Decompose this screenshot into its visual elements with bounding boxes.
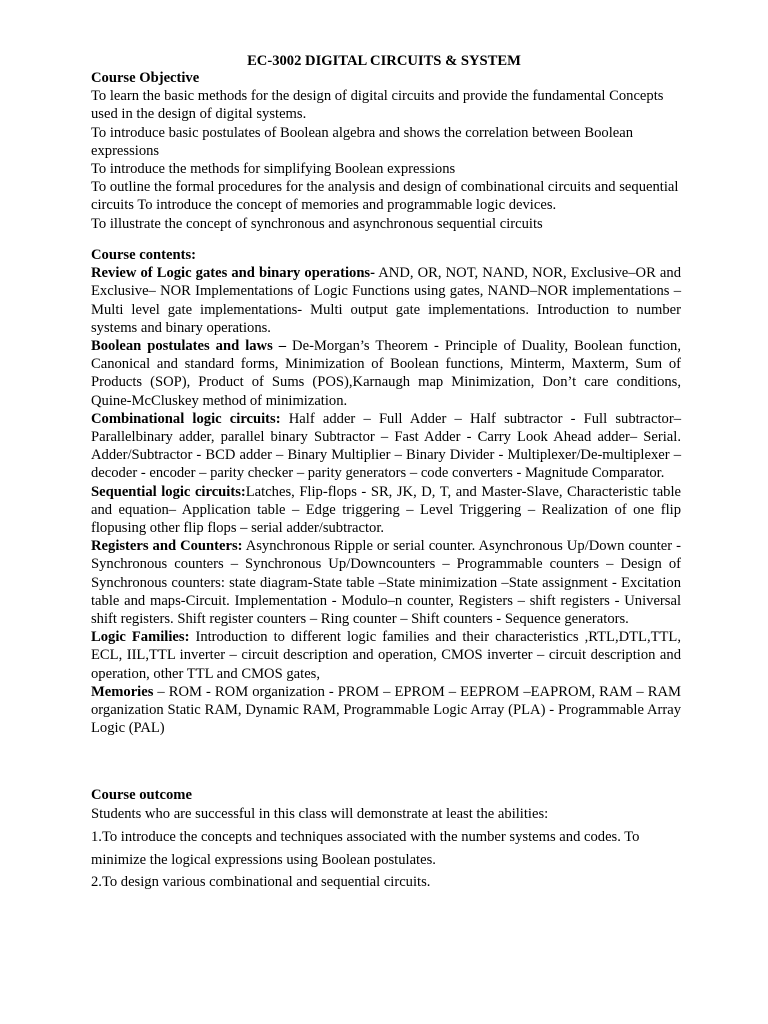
contents-paragraph xyxy=(91,628,681,683)
outcome-heading: Course outcome xyxy=(91,787,192,803)
section-head: Boolean postulates and laws – xyxy=(91,338,287,355)
section-head: Logic Families: xyxy=(91,629,190,646)
section-body: Half adder – Full Adder – Half subtractor - Full subtractor– Parallelbinary adder, parallel binary Subtractor – Fast Adder - Carry Look Ahead adder– Serial. Adder/Subtractor - BCD adder – Binary Multiplier – Binary Divider - Multiplexer/De-multiplexer – decoder - encoder – parity checker – parity generators – code converters - Magnitude Comparator. xyxy=(91,410,681,482)
contents-heading: Course contents: xyxy=(91,247,196,263)
contents-paragraph xyxy=(91,337,681,410)
objective-line: To introduce basic postulates of Boolean algebra and shows the correlation between Boolean expressions xyxy=(91,124,634,159)
section-head: Memories xyxy=(91,683,154,700)
section-head: Registers and Counters: xyxy=(91,538,243,555)
objective-line: To outline the formal procedures for the analysis and design of combinational circuits and sequential circuits To introduce the concept of memories and programmable logic devices. xyxy=(91,179,679,214)
section-head: Review of Logic gates and binary operations- xyxy=(91,265,375,282)
objective-line: To illustrate the concept of synchronous and asynchronous sequential circuits xyxy=(91,215,543,232)
outcome-section xyxy=(91,786,681,893)
section-head: Combinational logic circuits: xyxy=(91,410,281,427)
section-body: Asynchronous Ripple or serial counter. Asynchronous Up/Down counter - Synchronous counters – Synchronous Up/Downcounters – Programmable counters – Design of Synchronous counters: state diagram-State table –State minimization –State assignment - Excitation table and maps-Circuit. Implementation - Modulo–n counter, Registers – shift registers - Universal shift registers. Shift register counters – Ring counter – Shift counters - Sequence generators. xyxy=(91,538,681,628)
section-head: Sequential logic circuits: xyxy=(91,483,246,500)
contents-paragraph xyxy=(91,483,681,538)
contents-paragraph xyxy=(91,537,681,628)
outcome-intro: Students who are successful in this class will demonstrate at least the abilities: xyxy=(91,806,549,823)
objective-section xyxy=(91,69,681,233)
section-body: De-Morgan’s Theorem - Principle of Duality, Boolean function, Canonical and standard forms, Minimization of Boolean functions, Minterm, Maxterm, Sum of Products (SOP), Product of Sums (POS),Karnaugh map Minimization, Don’t care conditions, Quine-McCluskey method of minimization. xyxy=(91,338,682,409)
contents-paragraph xyxy=(91,683,681,738)
contents-section xyxy=(91,246,681,737)
outcome-list xyxy=(91,804,681,893)
section-body: Introduction to different logic families and their characteristics ,RTL,DTL,TTL, ECL, IIL,TTL inverter – circuit description and operation, CMOS inverter – circuit description and operation, other TTL and CMOS gates, xyxy=(91,629,681,682)
contents-paragraph xyxy=(91,264,681,337)
outcome-item: 2.To design various combinational and sequential circuits. xyxy=(91,873,431,890)
section-body: – ROM - ROM organization - PROM – EPROM – EEPROM –EAPROM, RAM – RAM organization Static RAM, Dynamic RAM, Programmable Logic Array (PLA) - Programmable Array Logic (PAL) xyxy=(91,683,681,737)
objective-heading: Course Objective xyxy=(91,70,200,86)
section-body: AND, OR, NOT, NAND, NOR, Exclusive–OR and Exclusive– NOR Implementations of Logic Functions using gates, NAND–NOR implementations – Multi level gate implementations- Multi output gate implementations. Introduction to number systems and binary operations. xyxy=(91,265,681,336)
outcome-item: 1.To introduce the concepts and techniques associated with the number systems and codes. To minimize the logical expressions using Boolean postulates. xyxy=(91,828,640,868)
objective-line: To introduce the methods for simplifying Boolean expressions xyxy=(91,161,456,178)
objective-line: To learn the basic methods for the design of digital circuits and provide the fundamental Concepts used in the design of digital systems. xyxy=(91,88,664,123)
section-body: Latches, Flip-flops - SR, JK, D, T, and Master-Slave, Characteristic table and equation– Application table – Edge triggering – Level Triggering – Realization of one flip flopusing other flip flops – serial adder/subtractor. xyxy=(91,483,681,537)
contents-paragraph xyxy=(91,410,681,483)
document-title: EC-3002 DIGITAL CIRCUITS & SYSTEM xyxy=(247,53,521,69)
